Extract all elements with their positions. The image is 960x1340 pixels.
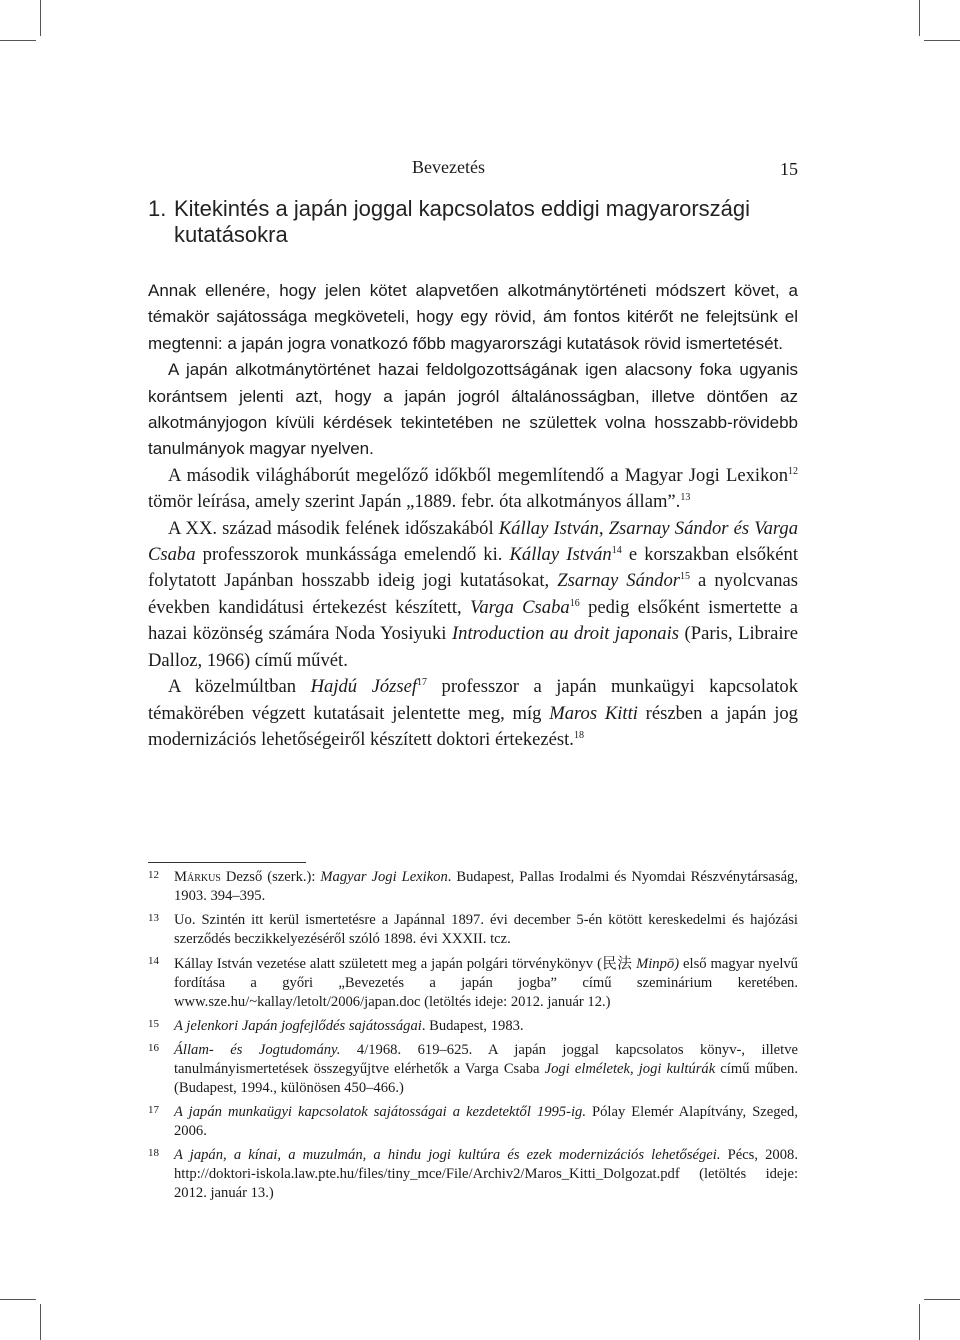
text-run: A második világháborút megelőző időkből megemlítendő a Magyar Jogi Lexikon bbox=[168, 464, 788, 486]
footnote-rule bbox=[148, 862, 306, 863]
running-head-title: Bevezetés bbox=[412, 157, 485, 177]
text-run: professzor a japán munkaügyi kapcsolatok témakörében végzett kutatásait jelentette meg, míg bbox=[148, 676, 798, 724]
footnote-ref-16[interactable]: 16 bbox=[569, 597, 580, 609]
text-run: A közelmúltban bbox=[168, 676, 311, 698]
text-run: első magyar nyelvű fordítása a győri „Bevezetés a japán jogba” című szeminárium keretében. www.sze.hu/~kallay/letolt/2006/japan.doc (letöltés ideje: 2012. január 12.) bbox=[174, 956, 798, 1010]
page-number: 15 bbox=[780, 159, 798, 179]
text-run: Dezső (szerk.): bbox=[220, 869, 321, 885]
text-run: . Budapest, Pallas Irodalmi és Nyomdai Részvénytársaság, 1903. 394–395. bbox=[174, 869, 798, 904]
italic-names: Kállay István, Zsarnay Sándor és Varga Csaba bbox=[148, 517, 799, 566]
footnote-title: Állam- és Jogtudomány. bbox=[174, 1042, 341, 1058]
text-run: tömör leírása, amely szerint Japán „1889. febr. óta alkotmányos állam”. bbox=[148, 491, 681, 513]
romaji-text: Minpō) bbox=[632, 956, 680, 972]
italic-name-varga: Varga Csaba bbox=[470, 596, 570, 618]
text-run: Pécs, 2008. http://doktori-iskola.law.pte.hu/files/tiny_mce/File/Archiv2/Maros_Kitti_Dolgozat.pdf (letöltés ideje: 2012. január 13.) bbox=[174, 1147, 798, 1201]
footnote-16 bbox=[148, 1041, 798, 1098]
footnote-14 bbox=[148, 954, 798, 1012]
paragraph-5 bbox=[148, 674, 798, 753]
crop-mark bbox=[924, 1299, 960, 1300]
footnote-number: 13 bbox=[148, 912, 159, 924]
footnote-number: 12 bbox=[148, 869, 159, 881]
crop-mark bbox=[919, 0, 920, 36]
text-run: című műben. (Budapest, 1994., különösen 450–466.) bbox=[174, 1061, 798, 1096]
paragraph-1: Annak ellenére, hogy jelen kötet alapvetően alkotmánytörténeti módszert követ, a témakör sajátossága megköveteli, hogy egy rövid, ám fontos kitérőt ne felejtsünk el megtenni: a japán jogra vonatkozó főbb magyarországi kutatások rövid ismertetését. bbox=[148, 281, 798, 353]
footnote-ref-12[interactable]: 12 bbox=[788, 465, 798, 477]
paragraph-2: A japán alkotmánytörténet hazai feldolgozottságának igen alacsony foka ugyanis korántsem jelenti azt, hogy a japán jogról általánosságban, illetve döntően az alkotmányjogon kívüli kérdések tekintetében ne születtek volna hosszabb-rövidebb tanulmányok magyar nyelven. bbox=[148, 360, 798, 459]
footnote-17 bbox=[148, 1103, 798, 1141]
text-run: pedig elsőként ismertette a hazai közönség számára Noda Yosiyuki bbox=[148, 596, 799, 645]
chapter-heading bbox=[148, 196, 798, 248]
chapter-title: Kitekintés a japán joggal kapcsolatos eddigi magyarországi kutatásokra bbox=[174, 196, 751, 247]
footnote-title: A japán, a kínai, a muzulmán, a hindu jogi kultúra és ezek modernizációs lehetőségei. bbox=[174, 1147, 721, 1163]
text-run: . Budapest, 1983. bbox=[421, 1018, 524, 1034]
paragraph-4 bbox=[148, 516, 798, 674]
chapter-number: 1. bbox=[148, 196, 167, 221]
text-run: professzorok munkássága emelendő ki. bbox=[195, 544, 510, 566]
paragraph-3 bbox=[148, 463, 798, 516]
text-run: a nyolcvanas években kandidátusi értekezést készített, bbox=[148, 570, 798, 618]
footnote-author: Márkus bbox=[174, 869, 221, 885]
footnotes bbox=[148, 868, 798, 1208]
text-run: e korszakban elsőként folytatott Japánban hosszabb ideig jogi kutatásokat, bbox=[148, 544, 798, 592]
text-run: Kállay István vezetése alatt született meg a japán polgári törvénykönyv ( bbox=[174, 956, 602, 972]
crop-mark bbox=[40, 1304, 41, 1340]
italic-name-zsarnay: Zsarnay Sándor bbox=[557, 570, 680, 592]
text-run: A XX. század második felének időszakából bbox=[168, 517, 499, 539]
crop-mark bbox=[0, 40, 36, 41]
footnote-15 bbox=[148, 1017, 798, 1036]
crop-mark bbox=[924, 40, 960, 41]
footnote-number: 17 bbox=[148, 1104, 159, 1116]
kanji-text: 民法 bbox=[601, 955, 633, 972]
footnote-12 bbox=[148, 868, 798, 906]
body-text bbox=[148, 278, 798, 753]
crop-mark bbox=[919, 1304, 920, 1340]
footnote-ref-17[interactable]: 17 bbox=[417, 677, 428, 689]
footnote-number: 14 bbox=[148, 955, 159, 967]
footnote-title: A japán munkaügyi kapcsolatok sajátosságai a kezdetektől 1995-ig. bbox=[174, 1104, 586, 1120]
footnote-title: A jelenkori Japán jogfejlődés sajátosságai bbox=[174, 1018, 422, 1034]
crop-mark bbox=[0, 1299, 36, 1300]
italic-name-kallay: Kállay István bbox=[509, 544, 612, 566]
footnote-ref-14[interactable]: 14 bbox=[611, 545, 622, 557]
footnote-13 bbox=[148, 911, 798, 949]
italic-name-hajdu: Hajdú József bbox=[310, 676, 418, 698]
text-run: részben a japán jog modernizációs lehetőségeiről készített doktori értekezést. bbox=[148, 702, 798, 750]
crop-mark bbox=[40, 0, 41, 36]
text-run: 4/1968. 619–625. A japán joggal kapcsolatos könyv-, illetve tanulmányismertetések összegyűjtve elérhetők a Varga Csaba bbox=[174, 1042, 798, 1077]
footnote-18 bbox=[148, 1146, 798, 1203]
footnote-number: 18 bbox=[148, 1147, 159, 1159]
footnote-title: Magyar Jogi Lexikon bbox=[320, 869, 448, 885]
text-run: Pólay Elemér Alapítvány, Szeged, 2006. bbox=[174, 1104, 798, 1139]
italic-book-title: Introduction au droit japonais bbox=[451, 623, 680, 645]
footnote-ref-15[interactable]: 15 bbox=[680, 571, 690, 583]
footnote-ref-18[interactable]: 18 bbox=[573, 729, 584, 741]
footnote-title: Jogi elméletek, jogi kultúrák bbox=[544, 1061, 716, 1077]
italic-name-maros: Maros Kitti bbox=[549, 702, 638, 724]
footnote-ref-13[interactable]: 13 bbox=[680, 492, 691, 504]
footnote-number: 15 bbox=[148, 1018, 159, 1030]
text-run: (Paris, Libraire Dalloz, 1966) című művét. bbox=[148, 623, 799, 671]
footnote-number: 16 bbox=[148, 1042, 159, 1054]
footnote-text: Uo. Szintén itt kerül ismertetésre a Japánnal 1897. évi december 5-én kötött kereskedelmi és hajózási szerződés beczikkelyezéséről szóló 1898. évi XXXII. tcz. bbox=[174, 912, 798, 947]
